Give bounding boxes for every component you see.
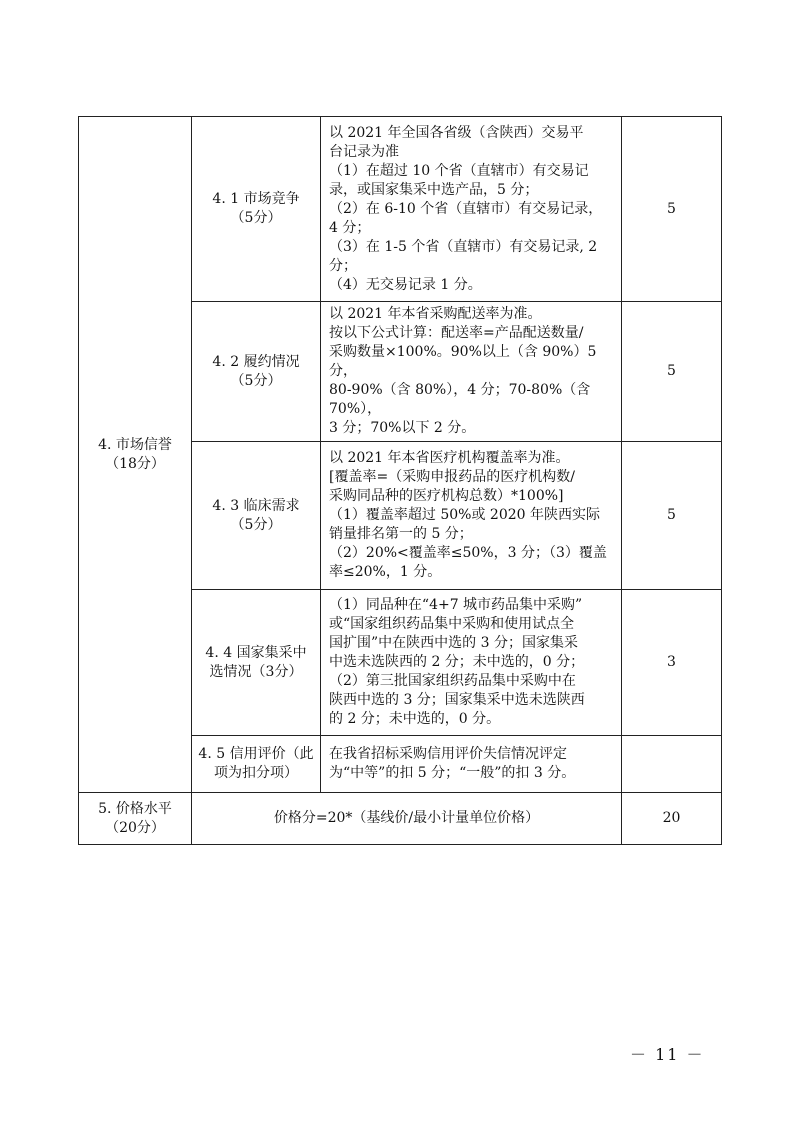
criteria-cell: （1）同品种在“4+7 城市药品集中采购” 或“国家组织药品集中采购和使用试点全 国扩围”中在陕西中选的 3 分；国家集采 中选未选陕西的 2 分；未中选的，0 分； （2）第三批国家组织药品集中采购中在 陕西中选的 3 分；国家集采中选未选陕西 的 2 分；未中选的，0 分。	[321, 590, 622, 736]
page-number: － 11 －	[630, 1045, 705, 1064]
scoring-table	[78, 116, 722, 845]
score-cell: 20	[622, 793, 722, 845]
score-cell: 5	[622, 302, 722, 442]
item-cell: 4. 3 临床需求 （5分）	[192, 442, 321, 590]
score-cell: 3	[622, 590, 722, 736]
category-cell-price-level: 5. 价格水平 （20分）	[79, 793, 192, 845]
item-cell: 4. 5 信用评价（此 项为扣分项）	[192, 736, 321, 793]
table-row	[79, 793, 722, 845]
criteria-cell: 以 2021 年本省采购配送率为准。 按以下公式计算：配送率=产品配送数量/ 采购数量×100%。90%以上（含 90%）5 分， 80-90%（含 80%），4 分；70-80%（含 70%）， 3 分；70%以下 2 分。	[321, 302, 622, 442]
criteria-cell: 以 2021 年本省医疗机构覆盖率为准。 [覆盖率=（采购申报药品的医疗机构数/ 采购同品种的医疗机构总数）*100%] （1）覆盖率超过 50%或 2020 年陕西实际 销量排名第一的 5 分； （2）20%<覆盖率≤50%，3 分；（3）覆盖 率≤20%，1 分。	[321, 442, 622, 590]
item-cell: 4. 1 市场竞争 （5分）	[192, 117, 321, 302]
price-formula-cell: 价格分=20*（基线价/最小计量单位价格）	[192, 793, 622, 845]
score-cell: 5	[622, 117, 722, 302]
item-cell: 4. 4 国家集采中 选情况（3分）	[192, 590, 321, 736]
score-cell: 5	[622, 442, 722, 590]
score-cell	[622, 736, 722, 793]
table-row	[79, 117, 722, 302]
criteria-cell: 以 2021 年全国各省级（含陕西）交易平 台记录为准 （1）在超过 10 个省（直辖市）有交易记 录，或国家集采中选产品，5 分； （2）在 6-10 个省（直辖市）有交易记录， 4 分； （3）在 1-5 个省（直辖市）有交易记录, 2 分； （4）无交易记录 1 分。	[321, 117, 622, 302]
category-cell-market-reputation: 4. 市场信誉 （18分）	[79, 117, 192, 793]
item-cell: 4. 2 履约情况 （5分）	[192, 302, 321, 442]
criteria-cell: 在我省招标采购信用评价失信情况评定 为“中等”的扣 5 分；“一般”的扣 3 分。	[321, 736, 622, 793]
